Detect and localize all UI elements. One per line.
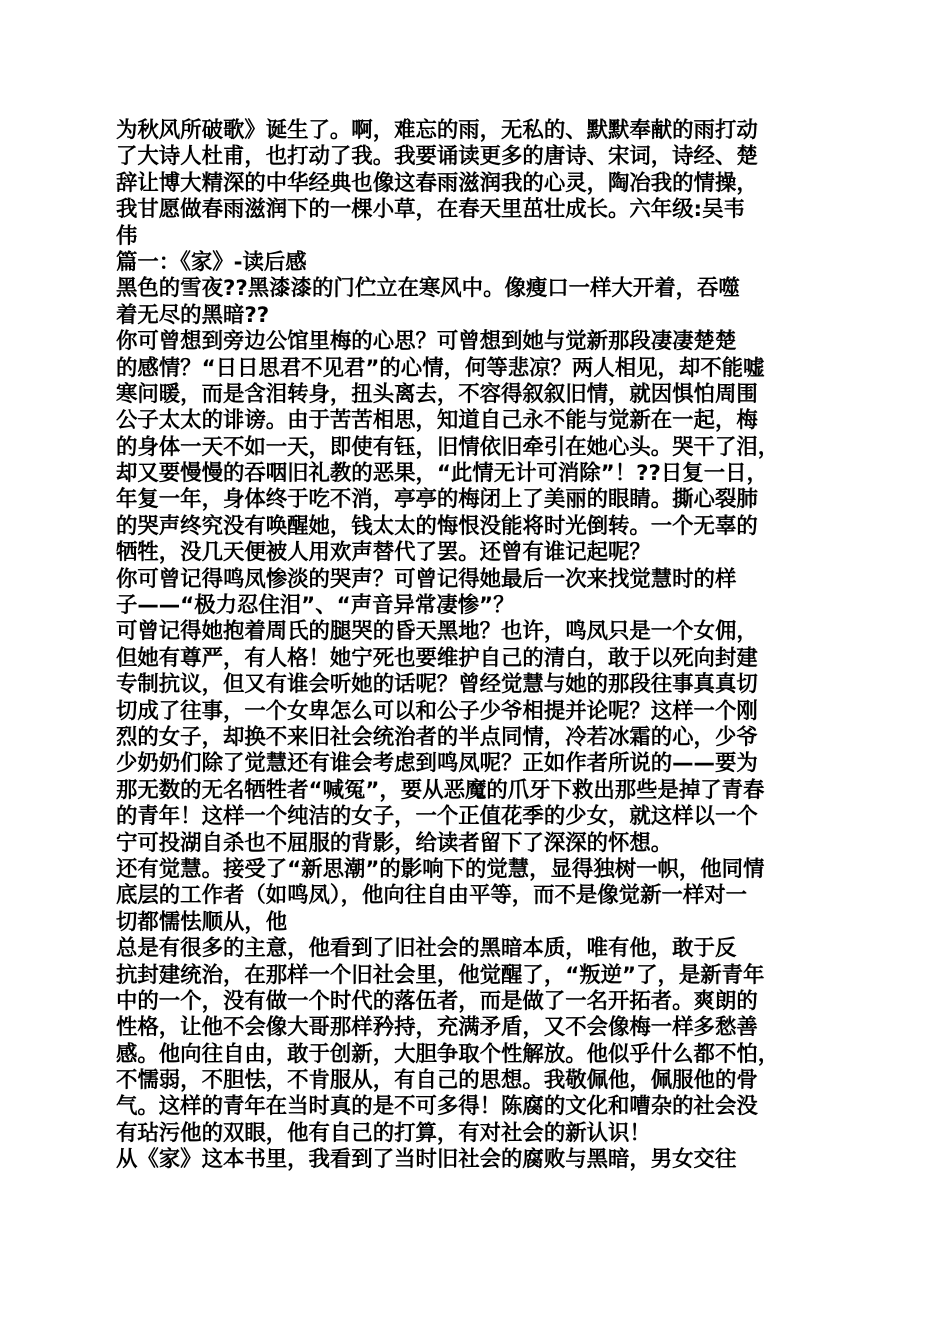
document-body [116, 118, 838, 1174]
text-line: 烈的女子，却换不来旧社会统治者的半点同情，冷若冰霜的心，少爷 [116, 724, 758, 750]
text-line: 总是有很多的主意，他看到了旧社会的黑暗本质，唯有他，敢于反 [116, 936, 737, 962]
text-line: 牺牲，没几天便被人用欢声替代了罢。还曾有谁记起呢？ [116, 540, 651, 566]
text-line: 专制抗议，但又有谁会听她的话呢？曾经觉慧与她的那段往事真真切 [116, 672, 758, 698]
text-line: 还有觉慧。接受了“新思潮”的影响下的觉慧，显得独树一帜，他同情 [116, 856, 765, 882]
text-line: 篇一：《家》-读后感 [116, 249, 307, 275]
text-line: 你可曾想到旁边公馆里梅的心思？可曾想到她与觉新那段凄凄楚楚 [116, 329, 737, 355]
text-line: 宁可投湖自杀也不屈服的背影，给读者留下了深深的怀想。 [116, 830, 673, 856]
text-line: 感。他向往自由，敢于创新，大胆争取个性解放。他似乎什么都不怕， [116, 1041, 780, 1067]
text-line: 切都懦怯顺从，他 [116, 909, 288, 935]
text-line: 年复一年，身体终于吃不消，亭亭的梅闭上了美丽的眼睛。撕心裂肺 [116, 487, 758, 513]
text-line: 伟 [116, 223, 138, 249]
text-line: 了大诗人杜甫，也打动了我。我要诵读更多的唐诗、宋词，诗经、楚 [116, 144, 758, 170]
text-line: 寒问暖，而是含泪转身，扭头离去，不容得叙叙旧情，就因惧怕周围 [116, 381, 758, 407]
text-line: 子——“极力忍住泪”、“声音异常凄惨”？ [116, 593, 515, 619]
text-line: 底层的工作者（如鸣凤），他向往自由平等，而不是像觉新一样对一 [116, 883, 748, 909]
text-line: 辞让博大精深的中华经典也像这春雨滋润我的心灵，陶冶我的情操， [116, 170, 758, 196]
text-line: 我甘愿做春雨滋润下的一棵小草，在春天里茁壮成长。六年级:吴韦 [116, 197, 745, 223]
text-line: 的身体一天不如一天，即使有钰，旧情依旧牵引在她心头。哭干了泪， [116, 434, 780, 460]
text-line: 你可曾记得鸣凤惨淡的哭声？可曾记得她最后一次来找觉慧时的样 [116, 566, 737, 592]
text-line: 气。这样的青年在当时真的是不可多得！陈腐的文化和嘈杂的社会没 [116, 1094, 758, 1120]
text-line: 却又要慢慢的吞咽旧礼教的恶果，“此情无计可消除”！??日复一日， [116, 461, 768, 487]
text-line: 但她有尊严，有人格！她宁死也要维护自己的清白，敢于以死向封建 [116, 645, 758, 671]
text-line: 从《家》这本书里，我看到了当时旧社会的腐败与黑暗，男女交往 [116, 1147, 737, 1173]
text-line: 那无数的无名牺牲者“喊冤”，要从恶魔的爪牙下救出那些是掉了青春 [116, 777, 765, 803]
text-line: 为秋风所破歌》诞生了。啊，难忘的雨，无私的、默默奉献的雨打动 [116, 118, 758, 143]
text-line: 中的一个，没有做一个时代的落伍者，而是做了一名开拓者。爽朗的 [116, 988, 758, 1014]
text-line: 的感情？“日日思君不见君”的心情，何等悲凉？两人相见，却不能嘘 [116, 355, 765, 381]
text-line: 着无尽的黑暗?? [116, 302, 270, 328]
text-line: 抗封建统治，在那样一个旧社会里，他觉醒了，“叛逆”了，是新青年 [116, 962, 765, 988]
text-line: 有玷污他的双眼，他有自己的打算，有对社会的新认识！ [116, 1120, 651, 1146]
text-line: 少奶奶们除了觉慧还有谁会考虑到鸣凤呢？正如作者所说的——要为 [116, 751, 758, 777]
text-line: 性格，让他不会像大哥那样矜持，充满矛盾，又不会像梅一样多愁善 [116, 1015, 758, 1041]
text-line: 的哭声终究没有唤醒她，钱太太的悔恨没能将时光倒转。一个无辜的 [116, 513, 758, 539]
text-line: 的青年！这样一个纯洁的女子，一个正值花季的少女，就这样以一个 [116, 804, 758, 830]
text-line: 公子太太的诽谤。由于苦苦相思，知道自己永不能与觉新在一起，梅 [116, 408, 758, 434]
text-line: 可曾记得她抱着周氏的腿哭的昏天黑地？也许，鸣凤只是一个女佣， [116, 619, 758, 645]
text-line: 不懦弱，不胆怯，不肯服从，有自己的思想。我敬佩他，佩服他的骨 [116, 1068, 758, 1094]
text-line: 黑色的雪夜??黑漆漆的门伫立在寒风中。像瘦口一样大开着，吞噬 [116, 276, 740, 302]
text-line: 切成了往事，一个女卑怎么可以和公子少爷相提并论呢？这样一个刚 [116, 698, 758, 724]
